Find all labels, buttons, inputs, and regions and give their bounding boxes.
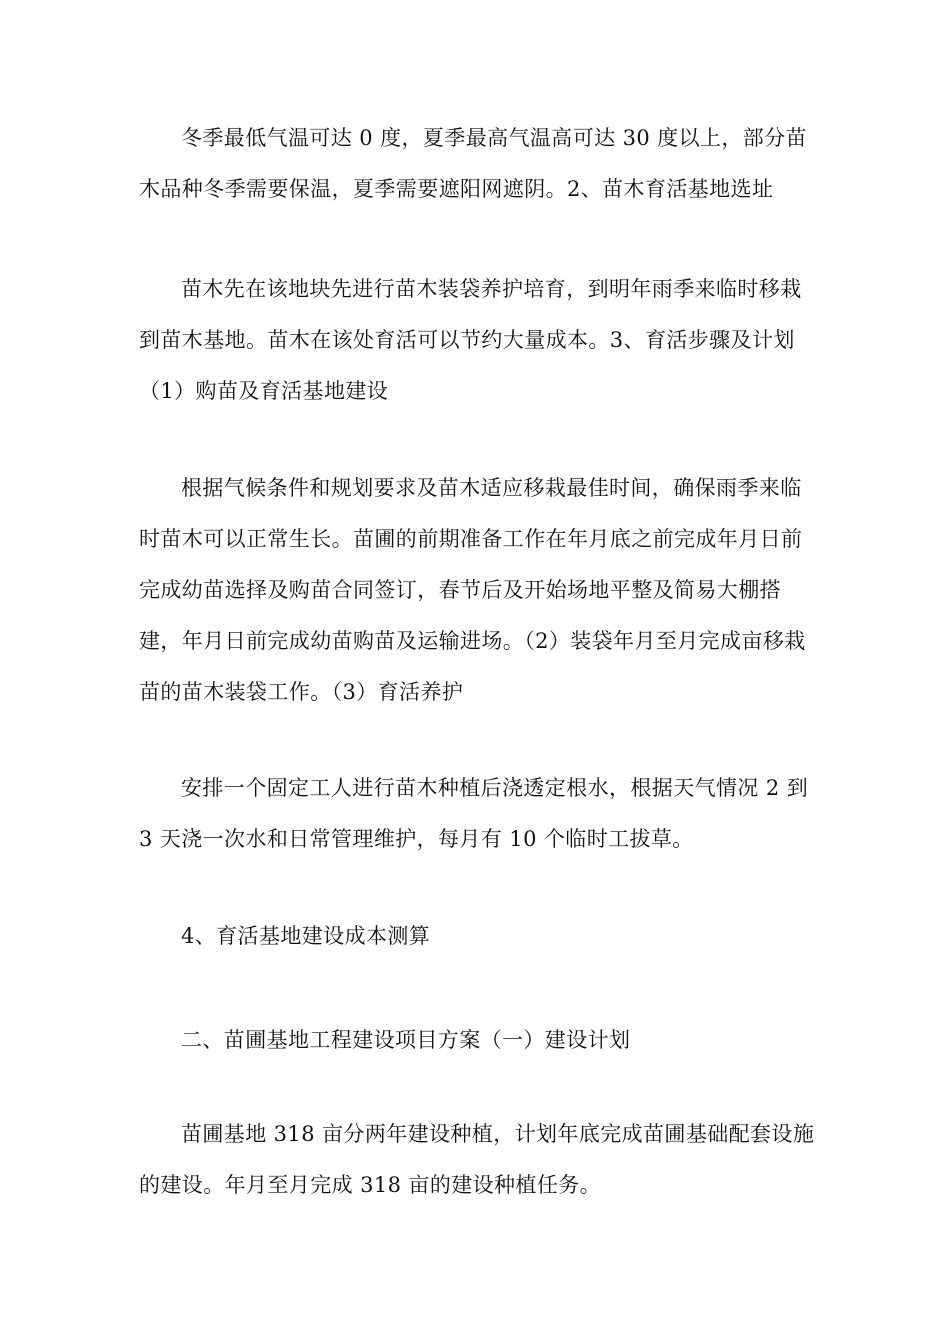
section-heading-cost-estimate: 4、育活基地建设成本测算 [181,924,431,948]
paragraph-construction-plan: 苗圃基地 318 亩分两年建设种植，计划年底完成苗圃基础配套设施的建设。年月至月完成 318 亩的建设种植任务。 [139,1122,815,1197]
section-heading-project-plan: 二、苗圃基地工程建设项目方案（一）建设计划 [181,1028,631,1052]
paragraph-maintenance: 安排一个固定工人进行苗木种植后浇透定根水，根据天气情况 2 到 3 天浇一次水和日常管理维护，每月有 10 个临时工拔草。 [139,776,809,851]
paragraph-nursery-site: 苗木先在该地块先进行苗木装袋养护培育，到明年雨季来临时移栽到苗木基地。苗木在该处育活可以节约大量成本。3、育活步骤及计划（1）购苗及育活基地建设 [139,277,802,403]
paragraph-climate: 冬季最低气温可达 0 度，夏季最高气温高可达 30 度以上，部分苗木品种冬季需要保温，夏季需要遮阳网遮阴。2、苗木育活基地选址 [139,126,807,201]
paragraph-schedule: 根据气候条件和规划要求及苗木适应移栽最佳时间，确保雨季来临时苗木可以正常生长。苗圃的前期准备工作在年月底之前完成年月日前完成幼苗选择及购苗合同签订，春节后及开始场地平整及简易大棚搭建，年月日前完成幼苗购苗及运输进场。（2）装袋年月至月完成亩移栽苗的苗木装袋工作。（3）育活养护 [139,476,806,704]
